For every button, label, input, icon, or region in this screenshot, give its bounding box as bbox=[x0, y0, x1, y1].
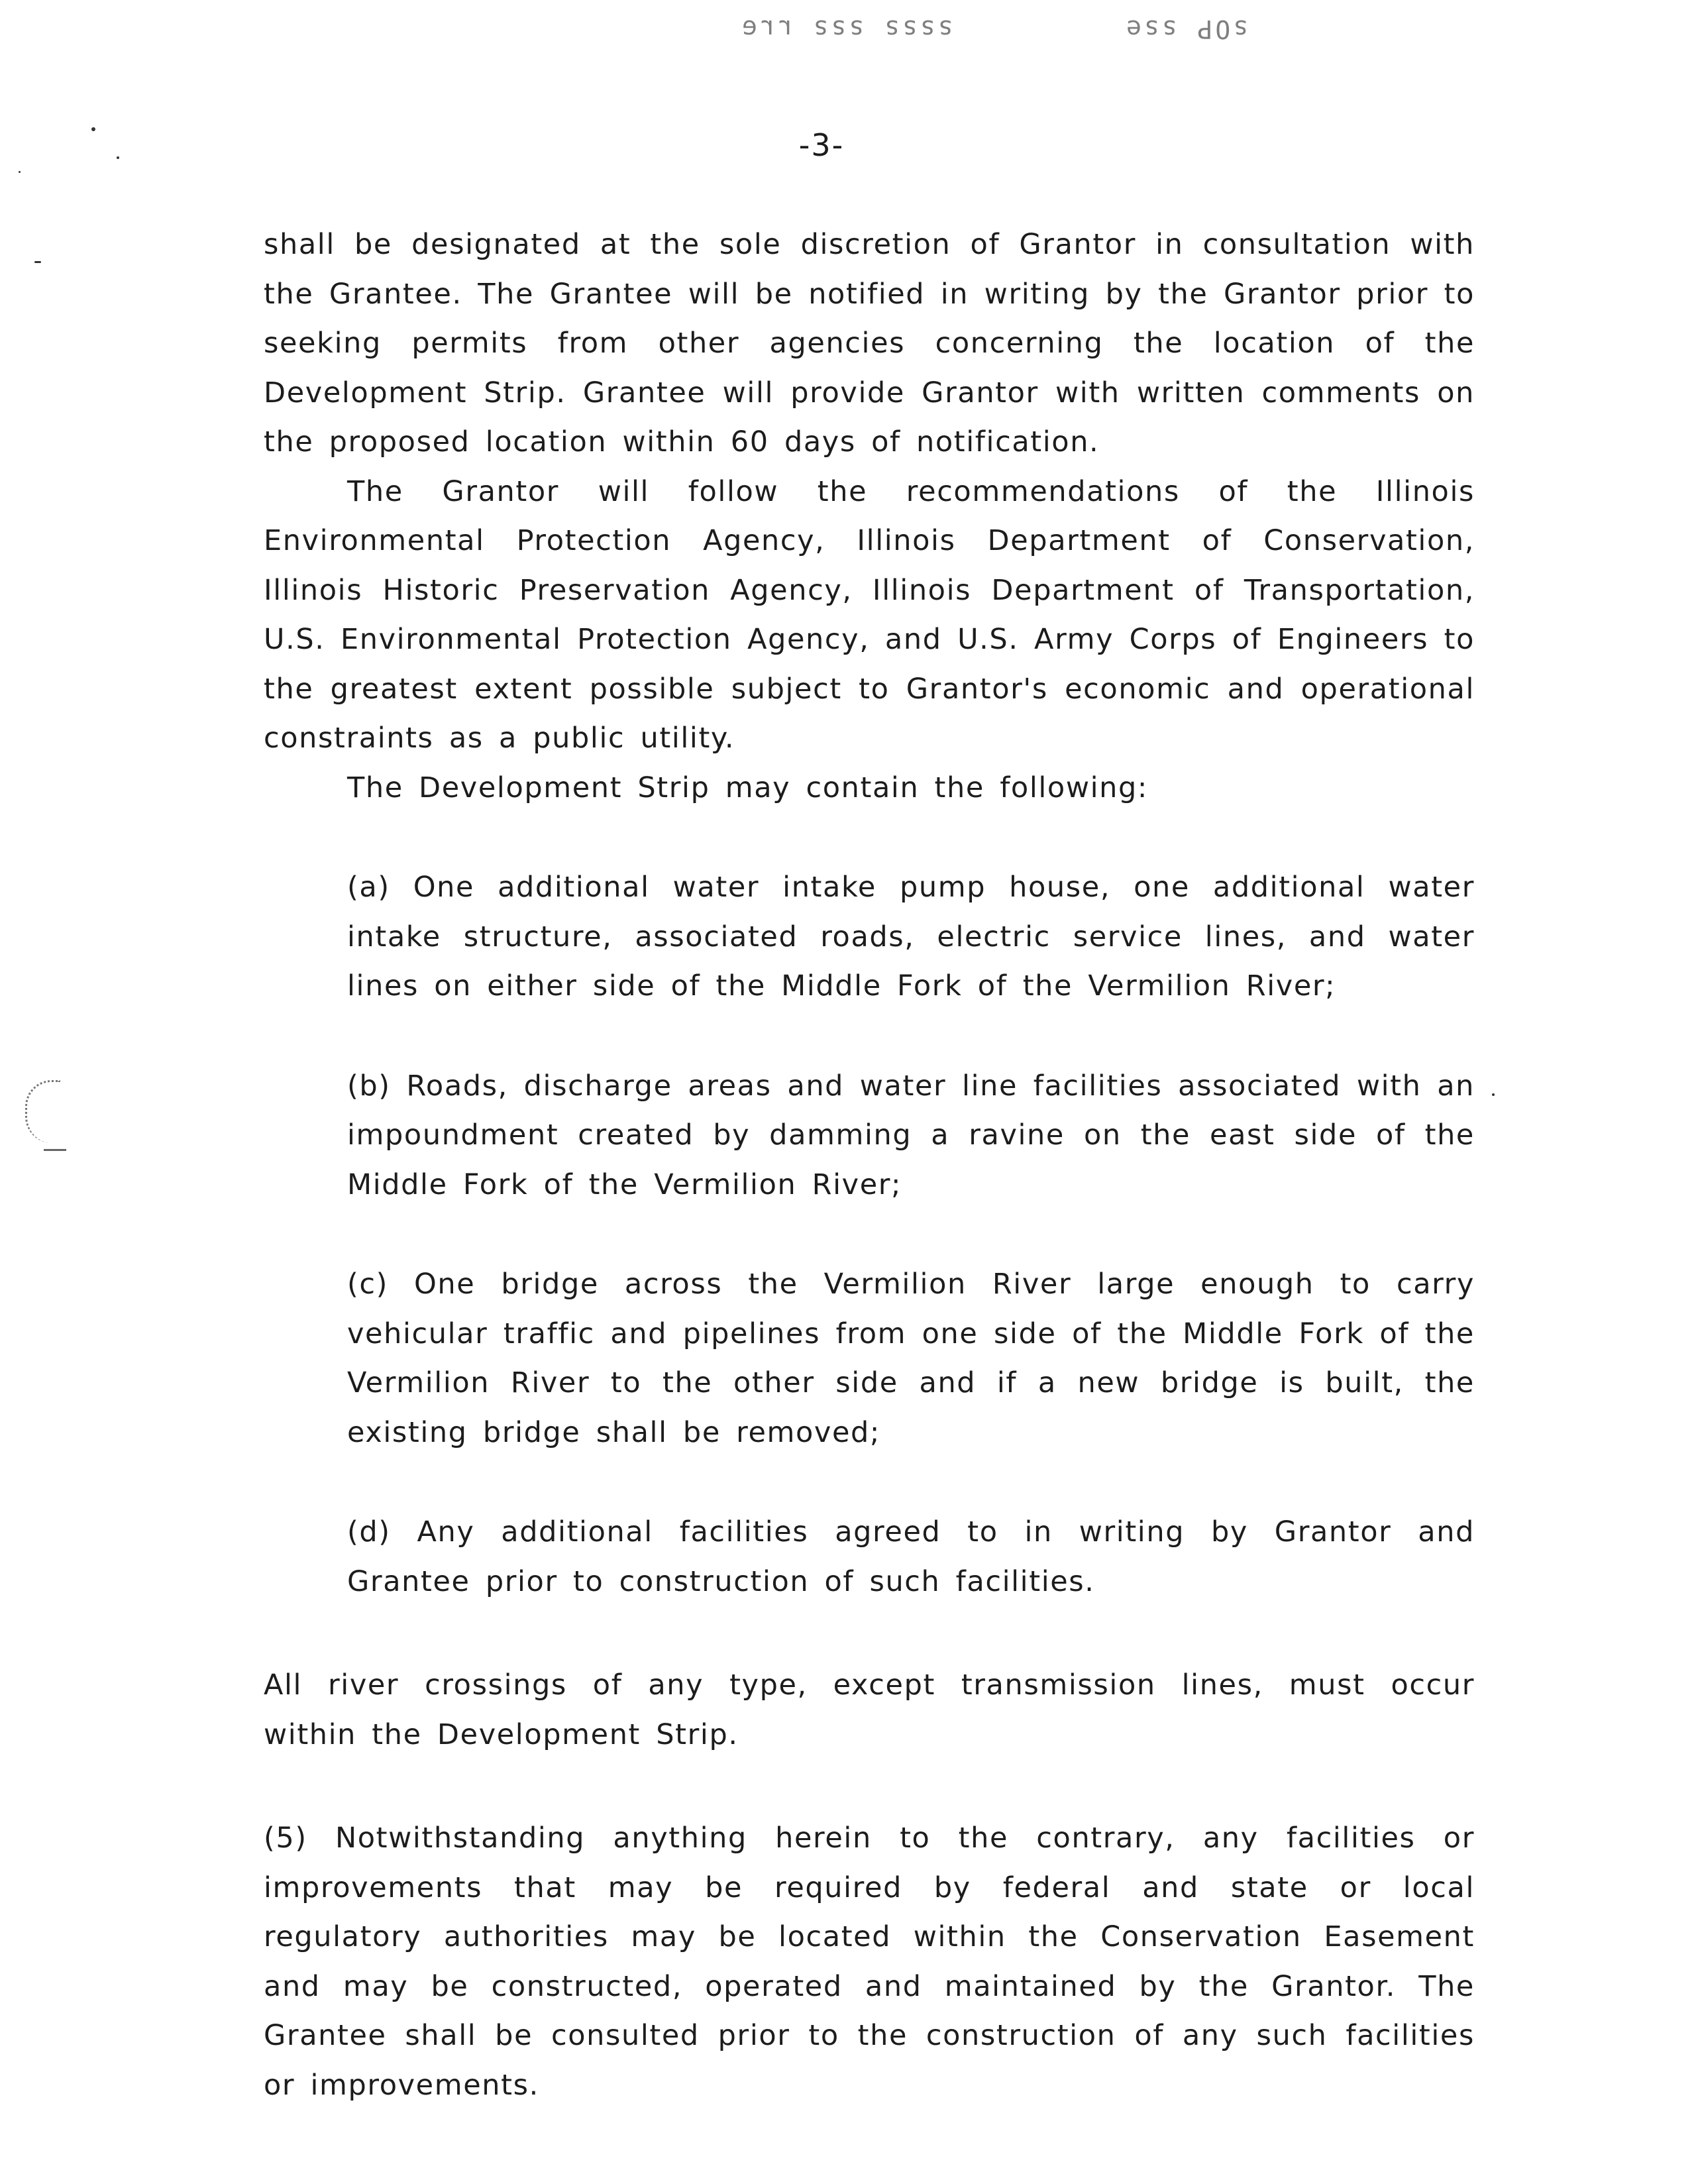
list-item-b: (b) Roads, discharge areas and water line facilities associated with an impoundment created by damming a ravine on the east side of the Middle Fork of the Vermilion River; bbox=[347, 1069, 1475, 1201]
paragraph-development-strip-intro: The Development Strip may contain the following: bbox=[347, 771, 1148, 804]
paragraph-designation: shall be designated at the sole discretion of Grantor in consultation with the Grantee. The Grantee will be notified in writing by the Grantor prior to seeking permits from other agencies concerning the location of the Development Strip. Grantee will provide Grantor with written comments on the proposed location within 60 days of notification. bbox=[264, 228, 1475, 459]
list-item-d: (d) Any additional facilities agreed to in writing by Grantor and Grantee prior to construction of such facilities. bbox=[347, 1515, 1475, 1598]
paragraph-river-crossings: All river crossings of any type, except transmission lines, must occur within the Development Strip. bbox=[264, 1668, 1475, 1751]
margin-scan-mark bbox=[25, 1080, 60, 1143]
page-number: -3- bbox=[798, 127, 845, 163]
paragraph-recommendations: The Grantor will follow the recommendations of the Illinois Environmental Protection Agency, Illinois Department of Conservation, Illinois Historic Preservation Agency, Illinois Department of Transportation, U.S. Environmental Protection Agency, and U.S. Army Corps of Engineers to the greatest extent possible subject to Grantor's economic and operational constraints as a public utility. bbox=[264, 474, 1475, 755]
margin-scan-line bbox=[44, 1149, 66, 1151]
header-stamp-right: ɘƨƨ ꟼOƨ bbox=[1126, 15, 1251, 44]
header-stamp-left: ǝɹɹ ƨƨƨ ƨƨƨƨ bbox=[742, 15, 956, 44]
list-item-a: (a) One additional water intake pump house, one additional water intake structure, associated roads, electric service lines, and water lines on either side of the Middle Fork of the Vermilion River; bbox=[347, 871, 1475, 1003]
paragraph-section-5: (5) Notwithstanding anything herein to the contrary, any facilities or improvements that may be required by federal and state or local regulatory authorities may be located within the Conservation Easement and may be constructed, operated and maintained by the Grantor. The Grantee shall be consulted prior to the construction of any such facilities or improvements. bbox=[264, 1822, 1475, 2102]
list-item-c: (c) One bridge across the Vermilion River large enough to carry vehicular traffic and pipelines from one side of the Middle Fork of the Vermilion River to the other side and if a new bridge is built, the existing bridge shall be removed; bbox=[347, 1268, 1475, 1449]
document-body bbox=[264, 220, 1475, 2110]
